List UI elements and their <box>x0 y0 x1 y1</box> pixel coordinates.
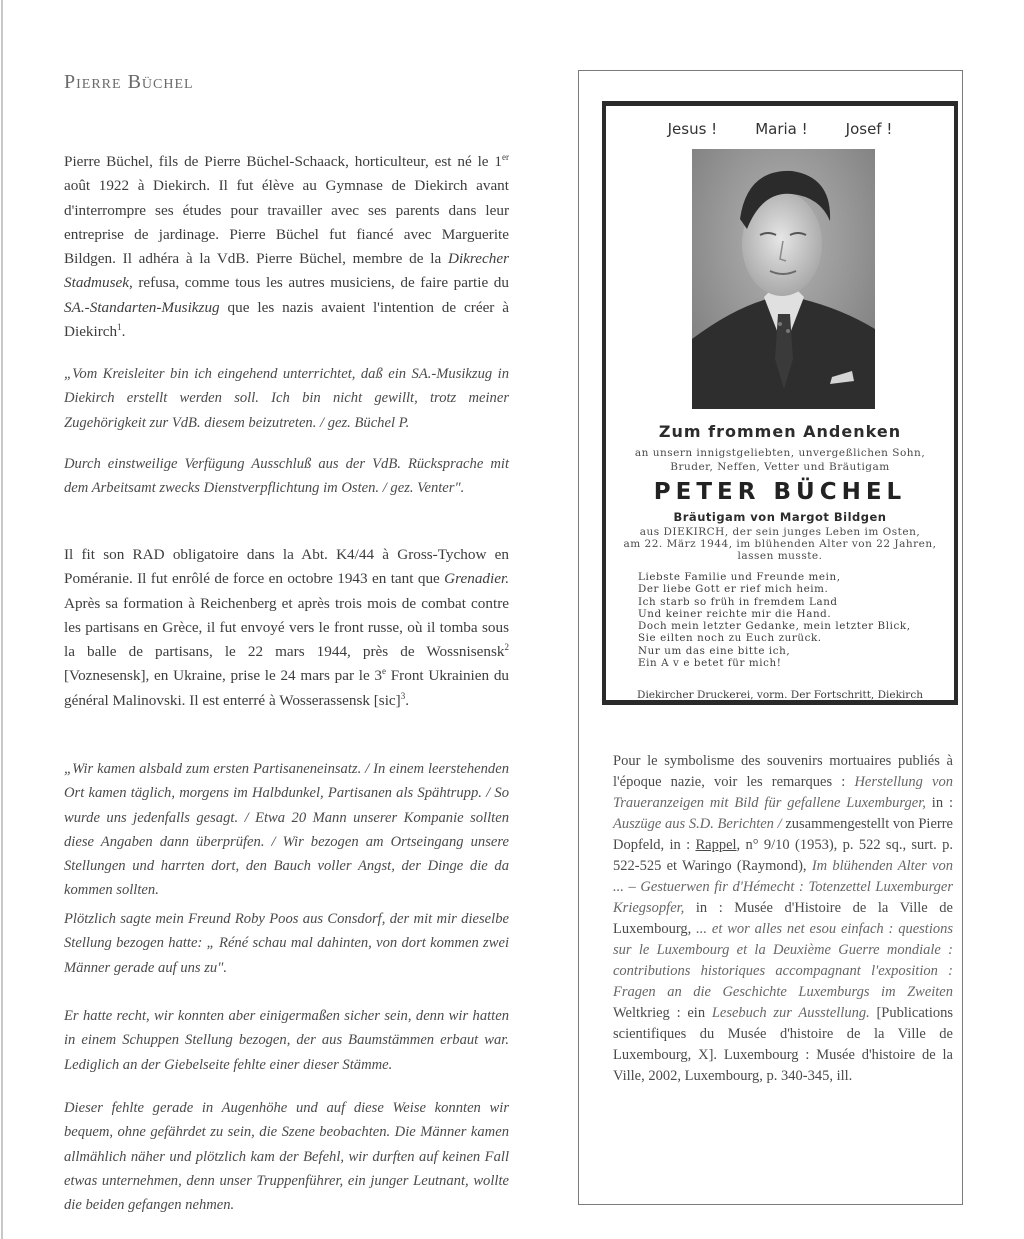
card-detail-line: aus DIEKIRCH, der sein junges Leben im Osten, <box>639 526 921 538</box>
text-run: in : <box>925 795 953 811</box>
service-paragraph <box>64 543 509 713</box>
text-run: Weltkrieg : ein <box>613 1005 712 1021</box>
card-dedication-line: Bruder, Neffen, Vetter und Bräutigam <box>670 461 890 473</box>
fiancee-line: Bräutigam von Margot Bildgen <box>673 510 887 524</box>
bio-paragraph <box>64 150 509 344</box>
quote-block-6 <box>64 1096 509 1217</box>
italic-title: Auszüge aus S.D. Berichten / <box>613 816 782 832</box>
text-run: . <box>405 691 410 709</box>
text-run: que les nazis avaient l'intention de créer à Diekirch <box>64 298 509 341</box>
sidebar-note <box>613 751 953 1087</box>
poem-line: Und keiner reichte mir die Hand. <box>638 607 832 620</box>
text-run: in : Musée d'Histoire de la Ville de Luxembourg, <box>613 900 953 937</box>
text-run: Après sa formation à Reichenberg et après trois mois de combat contre les partisans en Grèce, il fut envoyé vers le front russe, où il tomba sous la balle de partisans, le 22 mars 1944, près de Wossnisensk <box>64 594 509 661</box>
text-run: août 1922 à Diekirch. Il fut élève au Gymnase de Diekirch avant d'interrompre ses études pour travailler avec ses parents dans leur entreprise de jardinage. Pierre Büchel fut fiancé avec Marguerite Bildgen. Il adhéra à la VdB. Pierre Büchel, membre de la <box>64 177 509 268</box>
italic-term: Dikrecher Stadmusek <box>64 250 509 292</box>
memorial-card <box>602 101 958 705</box>
text-run: Il fit son RAD obligatoire dans la Abt. K4/44 à Gross-Tychow en Poméranie. Il fut enrôlé de force en octobre 1943 en tant que <box>64 546 509 588</box>
quote-text: „Vom Kreisleiter bin ich eingehend unterrichtet, daß ein SA.-Musikzug in Diekirch erstellt werden soll. Ich bin nicht gewillt, trotz meiner Zugehörigkeit zur VdB. diesem beizutreten. / gez. Büchel P. <box>64 366 509 431</box>
page-edge-rule <box>1 0 3 1239</box>
invocations <box>606 120 954 138</box>
portrait-photo <box>692 149 875 409</box>
card-detail-line: lassen musste. <box>737 550 823 562</box>
text-run: zusammengestellt von Pierre Dopfeld, in : <box>613 816 953 853</box>
quote-block-4 <box>64 907 509 980</box>
text-run: Pierre Büchel, fils de Pierre Büchel-Schaack, horticulteur, est né le 1 <box>64 153 502 170</box>
card-heading: Zum frommen Andenken <box>658 422 902 441</box>
quote-text: Er hatte recht, wir konnten aber einigermaßen sicher sein, denn wir hatten in einem Schuppen Stellung bezogen, der aus Baumstämmen erbaut war. Lediglich an der Giebelseite fehlte einer dieser Stämme. <box>64 1008 509 1073</box>
poem-line: Ein A v e betet für mich! <box>638 657 782 670</box>
page-title: Pierre Büchel <box>64 71 194 94</box>
poem-line: Der liebe Gott er rief mich heim. <box>638 583 829 596</box>
printer-credit: Diekircher Druckerei, vorm. Der Fortschritt, Diekirch <box>637 689 923 701</box>
text-run: Pour le symbolisme des souvenirs mortuaires publiés à l'époque nazie, voir les remarques : <box>613 753 953 790</box>
superscript: e <box>382 666 387 677</box>
italic-title: Herstellung von Traueranzeigen mit Bild für gefallene Luxemburger, <box>613 774 953 811</box>
italic-term: SA.-Standarten-Musikzug <box>64 298 220 316</box>
quote-block-1 <box>64 362 509 435</box>
text-run: [Publications scientifiques du Musée d'histoire de la Ville de Luxembourg, X]. Luxembourg : Musée d'histoire de la Ville, 2002, Luxembourg, p. 340-345, ill. <box>613 1005 953 1084</box>
italic-title: ... et wor alles net esou einfach : questions sur le Luxembourg et la Deuxième Guerre mondiale : contributions historiques accompagnant l'exposition : Fragen an die Geschichte Luxemburgs im Zweiten <box>613 921 953 1000</box>
portrait-image <box>692 149 875 409</box>
memorial-poem <box>638 571 911 669</box>
card-detail-line: am 22. März 1944, im blühenden Alter von 22 Jahren, <box>623 538 937 550</box>
quote-text: „Wir kamen alsbald zum ersten Partisaneneinsatz. / In einem leerstehenden Ort kamen täglich, morgens im Halbdunkel, Partisanen als Spähtrupp. / So wurde uns jedenfalls gesagt. / Etwa 20 Mann unserer Kompanie sollten diese Angaben dann überprüfen. / Wir bezogen am Ortseingang unsere Stellungen und harrten dort, den Bauch voller Angst, der Dinge die da kommen sollten. <box>64 761 509 899</box>
italic-title: Lesebuch zur Ausstellung. <box>711 1005 870 1021</box>
italic-term: Grenadier. <box>444 570 509 588</box>
invocation-jesus: Jesus ! <box>667 120 718 138</box>
text-run: Front Ukrainien du général Malinovski. Il est enterré à Wosserassensk [sic] <box>64 667 510 709</box>
text-run: , n° 9/10 (1953), p. 522 sq., surt. p. 522-525 et Waringo (Raymond), <box>613 837 953 874</box>
text-run: , refusa, comme tous les autres musiciens, de faire partie du <box>128 274 509 292</box>
quote-text: Plötzlich sagte mein Freund Roby Poos aus Consdorf, der mit mir dieselbe Stellung bezogen hatte: „ Réné schau mal dahinten, von dort kommen zwei Männer gerade auf uns zu". <box>64 911 509 976</box>
poem-line: Doch mein letzter Gedanke, mein letzter Blick, <box>638 620 911 633</box>
journal-title: Rappel <box>695 837 737 853</box>
quote-text: Durch einstweilige Verfügung Ausschluß aus der VdB. Rücksprache mit dem Arbeitsamt zwecks Dienstverpflichtung im Osten. / gez. Venter". <box>64 456 509 497</box>
poem-line: Liebste Familie und Freunde mein, <box>638 571 841 583</box>
quote-text: Dieser fehlte gerade in Augenhöhe und auf diese Weise konnten wir bequem, ohne gefährdet zu sein, die Szene beobachten. Die Männer kamen allmählich näher und plötzlich kam der Befehl, wir durften auf keinen Fall etwas unternehmen, denn unser Truppenführer, ein junger Leutnant, wollte die beiden gefangen nehmen. <box>64 1100 509 1214</box>
card-dedication-line: an unsern innigstgeliebten, unvergeßlichen Sohn, <box>634 447 926 459</box>
deceased-name: PETER BÜCHEL <box>653 479 907 505</box>
italic-title: Im blühenden Alter von ... – Gestuerwen fir d'Hémecht : Totenzettel Luxemburger Kriegsopfer, <box>613 858 953 916</box>
poem-line: Sie eilten noch zu Euch zurück. <box>638 632 822 645</box>
invocation-josef: Josef ! <box>845 120 893 138</box>
superscript: er <box>502 151 509 162</box>
quote-block-3 <box>64 757 509 903</box>
quote-block-2 <box>64 452 509 501</box>
text-run: . <box>121 323 126 341</box>
footnote-ref[interactable]: 2 <box>504 642 509 653</box>
footnote-ref[interactable]: 3 <box>400 690 406 701</box>
quote-block-5 <box>64 1004 509 1077</box>
footnote-ref[interactable]: 1 <box>117 322 122 333</box>
poem-line: Ich starb so früh in fremdem Land <box>638 595 838 608</box>
poem-line: Nur um das eine bitte ich, <box>638 644 791 657</box>
invocation-maria: Maria ! <box>755 120 808 138</box>
text-run: [Voznesensk], en Ukraine, prise le 24 mars par le 3 <box>64 667 383 685</box>
